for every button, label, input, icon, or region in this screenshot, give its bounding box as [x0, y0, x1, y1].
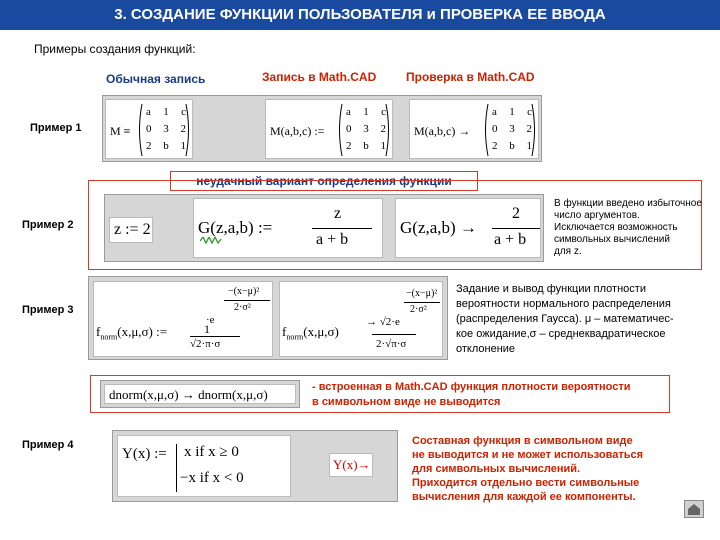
g-den-eval: a + b — [494, 231, 527, 248]
dnorm-note: - встроенная в Math.CAD функция плотности вероятности в символьном виде не выводится — [312, 381, 631, 408]
matrix-mathcad-def — [265, 99, 393, 159]
e-power-eval: → √2·e — [366, 316, 400, 328]
bad-variant-label: неудачный вариант определения функции — [170, 171, 478, 191]
dnorm-formula: dnorm(x,μ,σ) → dnorm(x,μ,σ) — [104, 384, 296, 404]
g-den-def: a + b — [316, 231, 349, 248]
g-eval-label: G(z,a,b) → — [400, 218, 477, 237]
matrix-normal — [105, 99, 193, 159]
home-icon — [685, 501, 703, 517]
fnorm-def — [93, 281, 273, 357]
home-button[interactable] — [684, 500, 704, 518]
g-num-def: z — [334, 205, 342, 222]
g-eval — [395, 198, 541, 258]
y-def — [117, 435, 291, 497]
matrix-cells-3: a 1 c 0 3 2 2 b 1 — [492, 106, 532, 152]
example-4-panel — [112, 430, 398, 502]
header-normal: Обычная запись — [106, 72, 206, 86]
dnorm-panel — [100, 380, 300, 408]
sqrt-def: √2·π·σ — [190, 338, 221, 350]
y-eval: Y(x)→ — [329, 453, 373, 477]
case-bar — [176, 444, 177, 492]
example-2-label: Пример 2 — [22, 219, 74, 231]
example-4-label: Пример 4 — [22, 439, 74, 451]
exp-num-def: −(x−μ)² — [228, 286, 260, 297]
slide-title: 3. СОЗДАНИЕ ФУНКЦИИ ПОЛЬЗОВАТЕЛЯ и ПРОВЕРКА ЕЕ ВВОДА — [0, 0, 720, 30]
fnorm-def-label: $f_{norm}(x,\mu,\sigma)$ := — [96, 324, 168, 342]
exp-line-eval — [404, 302, 440, 303]
intro-text: Примеры создания функций: — [34, 42, 196, 56]
header-check: Проверка в Math.CAD — [406, 70, 535, 84]
z-def: z := 2 — [109, 217, 153, 243]
e-power-def: ·e — [206, 314, 215, 326]
mabc-def-label: M(a,b,c) := — [270, 124, 325, 138]
exp-line-def — [224, 300, 270, 301]
fraction-line-1 — [312, 228, 372, 229]
g-num-eval: 2 — [512, 205, 520, 222]
mabc-eval-label: M(a,b,c) → — [414, 124, 471, 138]
y-case-2: −x if x < 0 — [180, 470, 244, 486]
g-def — [193, 198, 383, 258]
sqrt-eval: 2·√π·σ — [376, 338, 407, 350]
note-4: Составная функция в символьном виде не выводится и не может использоваться для символьных вычислений. Приходится отдельно вести символьные вычисления для каждой ее компоненты. — [412, 435, 644, 503]
fraction-line-2 — [492, 228, 540, 229]
note-2: В функции введено избыточное число аргументов. Исключается возможность символьных вычислений для z. — [554, 198, 702, 257]
frac-line-def — [190, 336, 240, 337]
example-2-panel — [104, 194, 544, 262]
frac-line-eval — [372, 334, 416, 335]
exp-num-eval: −(x−μ)² — [406, 288, 438, 299]
matrix-cells-2: a 1 c 0 3 2 2 b 1 — [346, 106, 386, 152]
note-3: Задание и вывод функции плотности вероятности нормального распределения (распределения Гаусса). μ – математичес- кое ожидание,σ – среднеквадратическое отклонение — [456, 283, 674, 355]
error-squiggle-icon — [200, 237, 222, 245]
y-case-1: x if x ≥ 0 — [184, 444, 239, 460]
example-3-label: Пример 3 — [22, 304, 74, 316]
header-mathcad: Запись в Math.CAD — [262, 70, 377, 84]
example-3-panel — [88, 276, 448, 360]
y-def-label: Y(x) := — [122, 446, 167, 462]
fnorm-eval — [279, 281, 443, 357]
example-1-panel — [102, 95, 542, 162]
matrix-mathcad-eval — [409, 99, 539, 159]
exp-den-def: 2·σ² — [234, 302, 251, 313]
one-def: 1 — [204, 322, 210, 336]
matrix-cells-1: a 1 c 0 3 2 2 b 1 — [146, 106, 186, 152]
fnorm-eval-label: $f_{norm}(x,\mu,\sigma)$ — [282, 324, 339, 342]
m-eq-label: M ≡ — [110, 124, 131, 138]
example-1-label: Пример 1 — [30, 122, 82, 134]
exp-den-eval: 2·σ² — [410, 304, 427, 315]
g-def-label: G(z,a,b) := — [198, 218, 273, 237]
